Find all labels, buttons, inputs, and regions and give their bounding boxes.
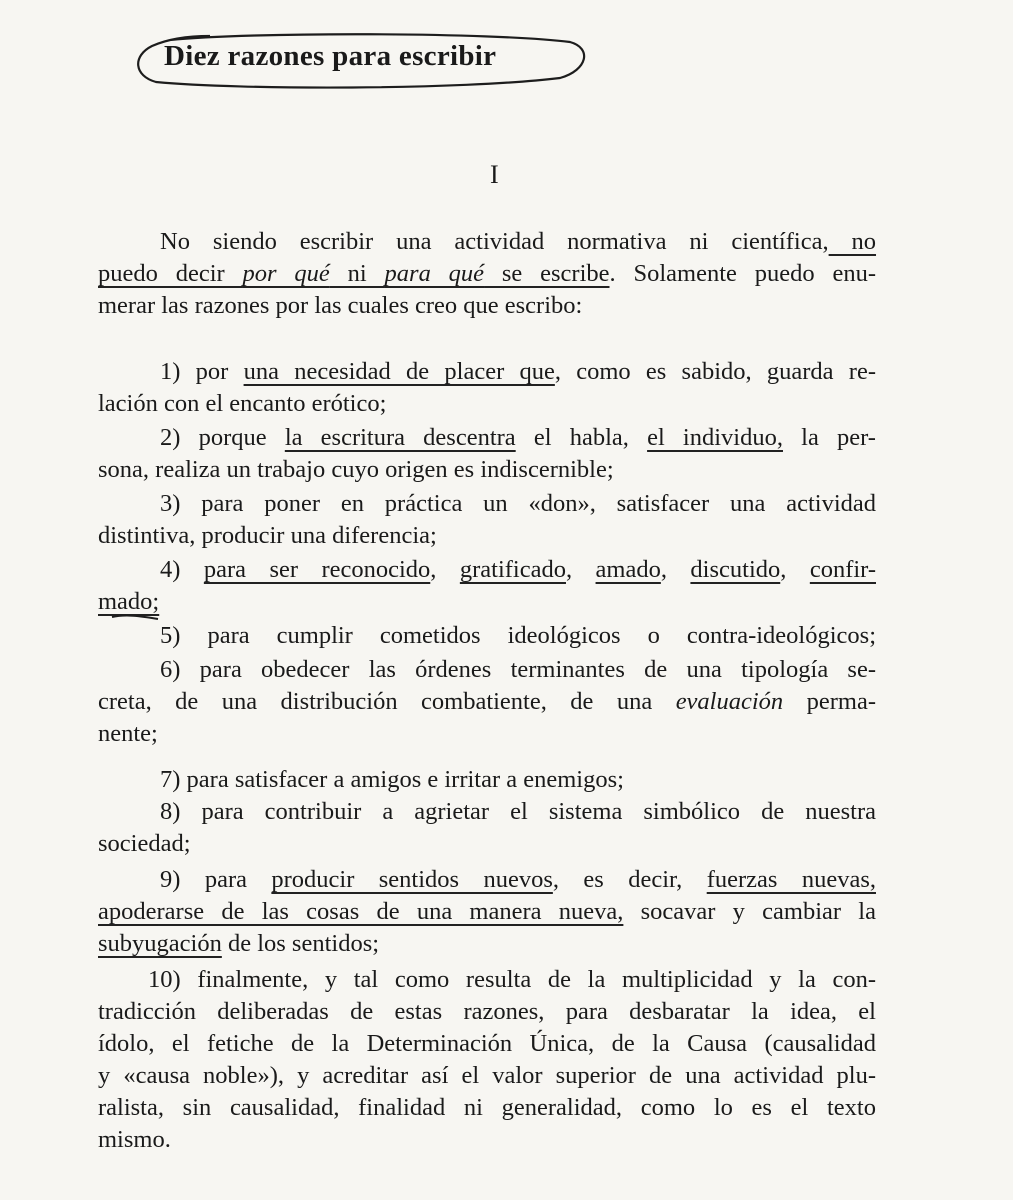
reason-10-line-1: 10) finalmente, y tal como resulta de la multiplicidad y la con- (148, 966, 876, 993)
reason-8-line-2: sociedad; (98, 830, 191, 857)
reason-4-line-2: mado; (98, 588, 160, 615)
reason-2-line-2: sona, realiza un trabajo cuyo origen es indiscernible; (98, 456, 614, 483)
reason-6-line-2: creta, de una distribución combatiente, de una evaluación perma- (98, 688, 876, 715)
reason-7-line-1: 7) para satisfacer a amigos e irritar a enemigos; (160, 766, 624, 793)
reason-10-line-6: mismo. (98, 1126, 171, 1153)
reason-8-line-1: 8) para contribuir a agrietar el sistema simbólico de nuestra (160, 798, 876, 825)
reason-6-line-1: 6) para obedecer las órdenes terminantes de una tipología se- (160, 656, 876, 683)
reason-3-line-2: distintiva, producir una diferencia; (98, 522, 437, 549)
reason-9-line-3: subyugación de los sentidos; (98, 930, 380, 957)
reason-9-line-2: apoderarse de las cosas de una manera nueva, socavar y cambiar la (98, 898, 876, 925)
reason-6-line-3: nente; (98, 720, 158, 747)
section-numeral: I (490, 160, 499, 189)
reason-9-line-1: 9) para producir sentidos nuevos, es decir, fuerzas nuevas, (160, 866, 876, 893)
intro-line-3: merar las razones por las cuales creo que escribo: (98, 292, 583, 319)
reason-10-line-5: ralista, sin causalidad, finalidad ni generalidad, como lo es el texto (98, 1094, 876, 1121)
reason-1-line-1: 1) por una necesidad de placer que, como es sabido, guarda re- (160, 358, 876, 385)
intro-line-2: puedo decir por qué ni para qué se escribe. Solamente puedo enu- (98, 260, 876, 287)
intro-line-1: No siendo escribir una actividad normativa ni científica, no (160, 228, 877, 255)
reason-1-line-2: lación con el encanto erótico; (98, 390, 387, 417)
reason-10-line-4: y «causa noble»), y acreditar así el valor superior de una actividad plu- (98, 1062, 876, 1089)
reason-10-line-2: tradicción deliberadas de estas razones, para desbaratar la idea, el (98, 998, 876, 1025)
title-block (130, 30, 590, 94)
reason-10-line-3: ídolo, el fetiche de la Determinación Única, de la Causa (causalidad (98, 1030, 876, 1057)
page-title: Diez razones para escribir (164, 40, 497, 72)
reason-2-line-1: 2) porque la escritura descentra el habla, el individuo, la per- (160, 424, 876, 451)
reason-3-line-1: 3) para poner en práctica un «don», satisfacer una actividad (160, 490, 876, 517)
reason-4-line-1: 4) para ser reconocido, gratificado, amado, discutido, confir- (160, 556, 876, 583)
reason-5-line-1: 5) para cumplir cometidos ideológicos o contra-ideológicos; (160, 622, 876, 649)
